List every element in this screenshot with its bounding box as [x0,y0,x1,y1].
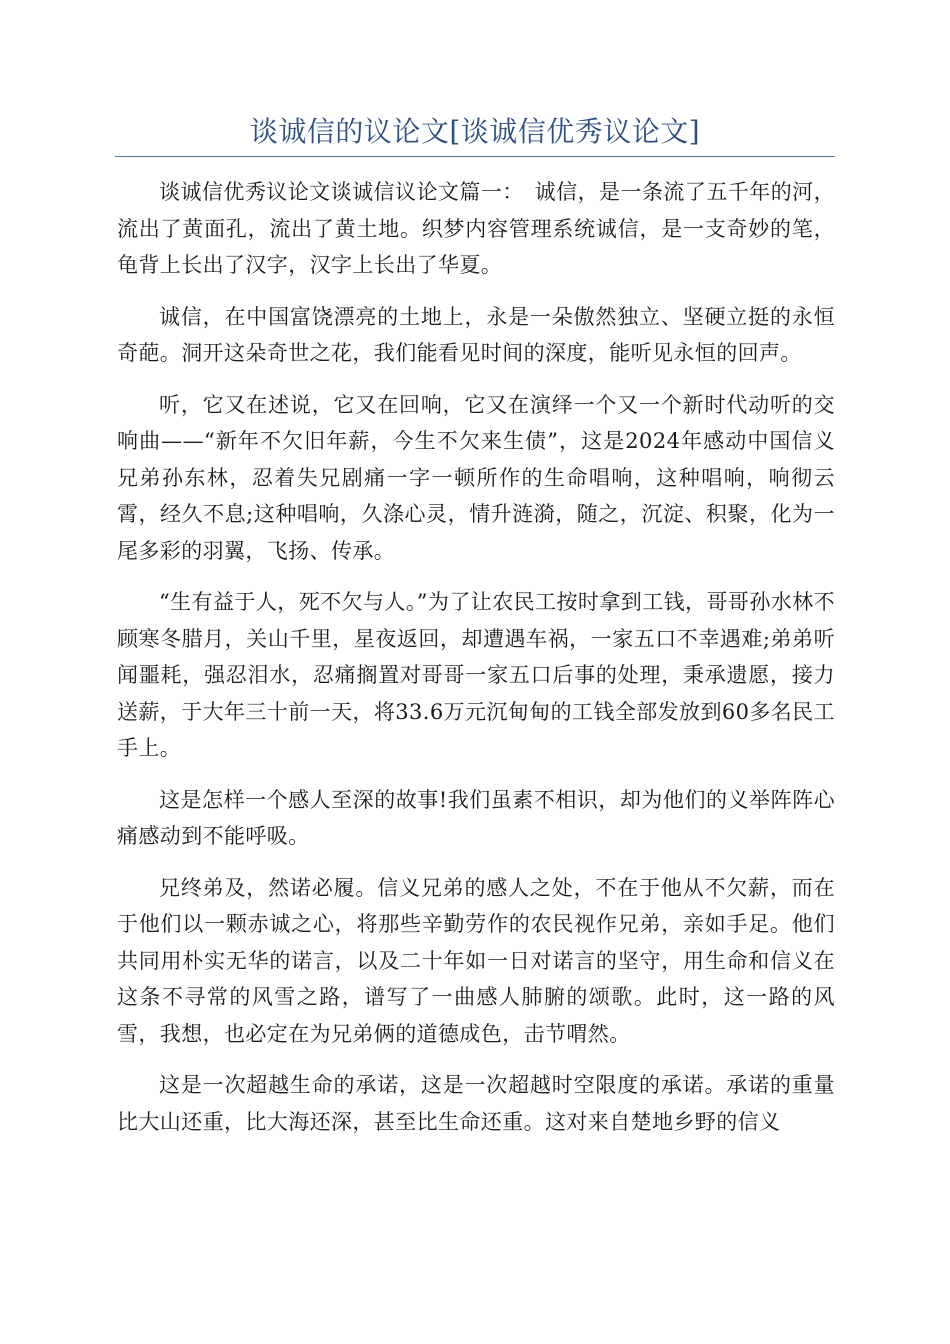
paragraph-6: 兄终弟及，然诺必履。信义兄弟的感人之处，不在于他从不欠薪，而在于他们以一颗赤诚之心，将那些辛勤劳作的农民视作兄弟，亲如手足。他们共同用朴实无华的诺言，以及二十年如一日对诺言的坚守，用生命和信义在这条不寻常的风雪之路，谱写了一曲感人肺腑的颂歌。此时，这一路的风雪，我想，也必定在为兄弟俩的道德成色，击节喟然。 [117,875,835,1046]
paragraph-3: 听，它又在述说，它又在回响，它又在演绎一个又一个新时代动听的交响曲——“新年不欠旧年薪，今生不欠来生债”，这是2024年感动中国信义兄弟孙东林，忍着失兄剧痛一字一顿所作的生命唱响，这种唱响，响彻云霄，经久不息;这种唱响，久涤心灵，情升涟漪，随之，沉淀、积聚，化为一尾多彩的羽翼，飞扬、传承。 [117,392,835,563]
document-body [117,174,835,1155]
document-title: 谈诚信的议论文[谈诚信优秀议论文] [249,115,701,148]
paragraph-7: 这是一次超越生命的承诺，这是一次超越时空限度的承诺。承诺的重量比大山还重，比大海还深，甚至比生命还重。这对来自楚地乡野的信义 [117,1073,835,1134]
paragraph-1: 谈诚信优秀议论文谈诚信议论文篇一： 诚信，是一条流了五千年的河，流出了黄面孔，流出了黄土地。织梦内容管理系统诚信，是一支奇妙的笔，龟背上长出了汉字，汉字上长出了华夏。 [117,180,835,277]
title-header [115,112,835,157]
paragraph-2: 诚信，在中国富饶漂亮的土地上，永是一朵傲然独立、坚硬立挺的永恒奇葩。洞开这朵奇世之花，我们能看见时间的深度，能听见永恒的回声。 [117,304,835,365]
paragraph-4: “生有益于人，死不欠与人。”为了让农民工按时拿到工钱，哥哥孙水林不顾寒冬腊月，关山千里，星夜返回，却遭遇车祸，一家五口不幸遇难;弟弟听闻噩耗，强忍泪水，忍痛搁置对哥哥一家五口后事的处理，秉承遗愿，接力送薪，于大年三十前一天，将33.6万元沉甸甸的工钱全部发放到60多名民工手上。 [117,590,835,760]
paragraph-5: 这是怎样一个感人至深的故事!我们虽素不相识，却为他们的义举阵阵心痛感动到不能呼吸。 [117,787,835,848]
